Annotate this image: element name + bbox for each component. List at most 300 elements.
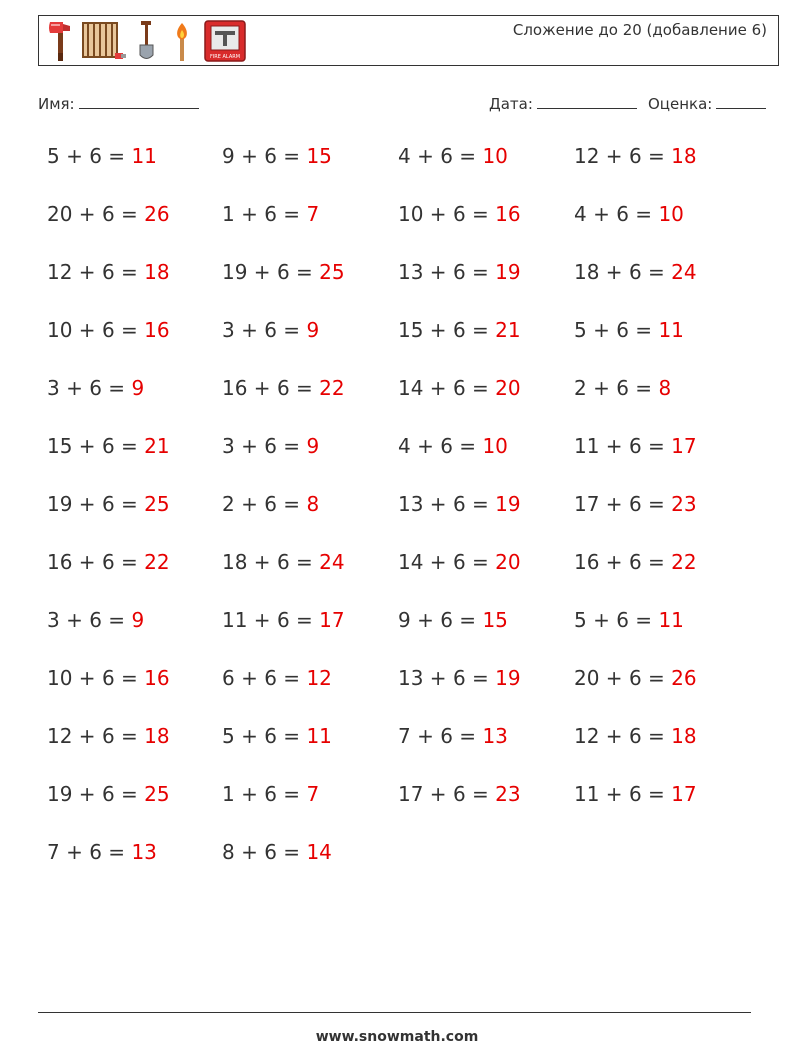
problem-answer: 17	[671, 782, 697, 806]
problem-question: 3	[222, 434, 235, 458]
problem-addend: 6	[89, 840, 102, 864]
problem-addend: 6	[264, 840, 277, 864]
equals-sign: =	[276, 840, 307, 864]
problem-answer: 8	[658, 376, 672, 400]
problem-item	[574, 724, 697, 748]
problem-item	[574, 202, 684, 226]
equals-sign: =	[276, 202, 307, 226]
problem-item	[47, 202, 170, 226]
problem-answer: 23	[495, 782, 521, 806]
equals-sign: =	[114, 434, 145, 458]
problem-addend: 6	[264, 492, 277, 516]
plus-sign: +	[599, 434, 629, 458]
plus-sign: +	[423, 782, 453, 806]
problem-item	[47, 318, 170, 342]
problem-question: 15	[398, 318, 424, 342]
problem-question: 3	[47, 608, 60, 632]
problem-item	[47, 492, 170, 516]
fire-hose-icon	[81, 19, 127, 63]
problem-question: 15	[47, 434, 73, 458]
problem-question: 16	[574, 550, 600, 574]
problem-item	[574, 550, 697, 574]
problem-question: 18	[574, 260, 600, 284]
problem-question: 12	[574, 144, 600, 168]
plus-sign: +	[72, 318, 102, 342]
problem-item	[47, 260, 170, 284]
problem-question: 5	[47, 144, 60, 168]
problem-item	[398, 782, 521, 806]
fire-axe-icon	[47, 19, 73, 63]
problem-addend: 6	[264, 144, 277, 168]
problem-item	[47, 434, 170, 458]
plus-sign: +	[586, 318, 617, 342]
equals-sign: =	[276, 724, 307, 748]
plus-sign: +	[586, 608, 617, 632]
problem-question: 12	[47, 724, 73, 748]
equals-sign: =	[641, 434, 672, 458]
plus-sign: +	[423, 550, 453, 574]
problem-answer: 21	[495, 318, 521, 342]
equals-sign: =	[276, 318, 307, 342]
problem-addend: 6	[101, 202, 115, 226]
problem-addend: 6	[89, 144, 102, 168]
problem-question: 17	[398, 782, 424, 806]
problem-question: 2	[222, 492, 235, 516]
plus-sign: +	[234, 840, 265, 864]
problem-item	[574, 376, 671, 400]
plus-sign: +	[234, 724, 265, 748]
equals-sign: =	[641, 782, 672, 806]
score-label: Оценка:	[648, 95, 713, 113]
problem-addend: 6	[276, 260, 290, 284]
footer-url: www.snowmath.com	[315, 1029, 479, 1045]
problem-answer: 11	[306, 724, 332, 748]
problem-addend: 6	[89, 608, 102, 632]
equals-sign: =	[452, 434, 483, 458]
plus-sign: +	[599, 144, 629, 168]
problem-addend: 6	[440, 608, 453, 632]
equals-sign: =	[114, 202, 145, 226]
match-icon	[169, 19, 195, 63]
problem-item	[222, 260, 345, 284]
problem-addend: 6	[440, 144, 453, 168]
problem-question: 5	[574, 318, 587, 342]
plus-sign: +	[59, 144, 90, 168]
equals-sign: =	[114, 260, 145, 284]
problem-answer: 19	[495, 260, 521, 284]
problem-item	[222, 550, 345, 574]
equals-sign: =	[452, 724, 483, 748]
problem-question: 12	[47, 260, 73, 284]
equals-sign: =	[641, 144, 672, 168]
plus-sign: +	[59, 840, 90, 864]
problem-item	[47, 144, 157, 168]
problem-answer: 11	[658, 608, 684, 632]
problem-question: 7	[47, 840, 60, 864]
problem-answer: 21	[144, 434, 170, 458]
problem-question: 13	[398, 492, 424, 516]
problem-item	[398, 260, 521, 284]
equals-sign: =	[641, 724, 672, 748]
fire-alarm-icon	[203, 19, 247, 63]
problem-addend: 6	[101, 782, 115, 806]
problem-addend: 6	[264, 724, 277, 748]
equals-sign: =	[641, 492, 672, 516]
problem-answer: 25	[319, 260, 345, 284]
plus-sign: +	[423, 376, 453, 400]
equals-sign: =	[452, 144, 483, 168]
problem-item	[47, 840, 157, 864]
plus-sign: +	[423, 666, 453, 690]
problem-answer: 10	[482, 144, 508, 168]
problem-answer: 14	[306, 840, 332, 864]
problem-question: 1	[222, 782, 235, 806]
plus-sign: +	[423, 260, 453, 284]
problem-answer: 26	[144, 202, 170, 226]
equals-sign: =	[641, 666, 672, 690]
plus-sign: +	[599, 724, 629, 748]
problem-question: 17	[574, 492, 600, 516]
problem-answer: 26	[671, 666, 697, 690]
problem-answer: 19	[495, 492, 521, 516]
problem-item	[47, 376, 144, 400]
problem-question: 16	[222, 376, 248, 400]
problem-item	[47, 608, 144, 632]
problem-question: 18	[222, 550, 248, 574]
problem-addend: 6	[628, 260, 642, 284]
plus-sign: +	[234, 492, 265, 516]
plus-sign: +	[72, 724, 102, 748]
problem-question: 20	[47, 202, 73, 226]
problem-answer: 18	[671, 144, 697, 168]
plus-sign: +	[247, 550, 277, 574]
plus-sign: +	[234, 666, 265, 690]
problem-answer: 16	[495, 202, 521, 226]
problem-answer: 10	[482, 434, 508, 458]
problem-addend: 6	[264, 318, 277, 342]
problem-item	[574, 318, 684, 342]
problem-answer: 20	[495, 376, 521, 400]
problem-item	[398, 434, 508, 458]
problem-answer: 8	[306, 492, 320, 516]
problem-question: 10	[398, 202, 424, 226]
name-label: Имя:	[38, 95, 75, 113]
plus-sign: +	[234, 144, 265, 168]
problem-question: 5	[574, 608, 587, 632]
problem-addend: 6	[628, 492, 642, 516]
plus-sign: +	[247, 608, 277, 632]
equals-sign: =	[465, 782, 496, 806]
equals-sign: =	[114, 492, 145, 516]
problem-answer: 15	[306, 144, 332, 168]
plus-sign: +	[72, 492, 102, 516]
equals-sign: =	[276, 144, 307, 168]
problem-question: 5	[222, 724, 235, 748]
score-field	[648, 94, 766, 113]
problem-addend: 6	[616, 608, 629, 632]
problem-item	[574, 434, 697, 458]
page-title: Сложение до 20 (добавление 6)	[512, 21, 767, 39]
problem-addend: 6	[101, 260, 115, 284]
problem-question: 9	[222, 144, 235, 168]
problem-item	[222, 840, 332, 864]
problem-item	[574, 666, 697, 690]
equals-sign: =	[465, 492, 496, 516]
plus-sign: +	[599, 492, 629, 516]
problem-question: 12	[574, 724, 600, 748]
problem-item	[398, 666, 521, 690]
problem-item	[398, 492, 521, 516]
problem-answer: 15	[482, 608, 508, 632]
plus-sign: +	[410, 144, 441, 168]
problem-answer: 17	[319, 608, 345, 632]
equals-sign: =	[276, 782, 307, 806]
footer-divider	[38, 1012, 751, 1013]
problem-addend: 6	[452, 666, 466, 690]
problem-answer: 16	[144, 318, 170, 342]
problem-answer: 24	[671, 260, 697, 284]
problem-addend: 6	[616, 318, 629, 342]
problem-item	[398, 318, 521, 342]
problem-answer: 7	[306, 782, 320, 806]
problem-addend: 6	[616, 376, 629, 400]
plus-sign: +	[423, 492, 453, 516]
problem-item	[222, 376, 345, 400]
problem-item	[574, 492, 697, 516]
problem-answer: 20	[495, 550, 521, 574]
equals-sign: =	[628, 376, 659, 400]
problem-answer: 12	[306, 666, 332, 690]
equals-sign: =	[628, 608, 659, 632]
problem-addend: 6	[264, 666, 277, 690]
problem-answer: 9	[306, 318, 320, 342]
problem-question: 9	[398, 608, 411, 632]
problem-item	[222, 782, 319, 806]
problem-addend: 6	[628, 550, 642, 574]
equals-sign: =	[628, 202, 659, 226]
equals-sign: =	[465, 550, 496, 574]
problem-addend: 6	[628, 144, 642, 168]
problem-addend: 6	[440, 724, 453, 748]
plus-sign: +	[599, 260, 629, 284]
problem-addend: 6	[101, 724, 115, 748]
problem-answer: 23	[671, 492, 697, 516]
problem-addend: 6	[264, 782, 277, 806]
name-blank	[79, 94, 199, 109]
plus-sign: +	[599, 666, 629, 690]
problem-addend: 6	[452, 260, 466, 284]
problem-addend: 6	[452, 782, 466, 806]
problem-addend: 6	[628, 724, 642, 748]
equals-sign: =	[465, 376, 496, 400]
problem-answer: 9	[306, 434, 320, 458]
problem-question: 10	[47, 666, 73, 690]
problem-addend: 6	[264, 202, 277, 226]
problem-answer: 25	[144, 492, 170, 516]
problem-item	[574, 260, 697, 284]
date-field	[489, 94, 637, 113]
shovel-icon	[135, 19, 161, 63]
problem-question: 3	[222, 318, 235, 342]
equals-sign: =	[465, 318, 496, 342]
problem-question: 14	[398, 550, 424, 574]
problem-addend: 6	[101, 318, 115, 342]
problem-question: 4	[398, 434, 411, 458]
problem-question: 4	[574, 202, 587, 226]
problem-item	[398, 608, 508, 632]
problem-answer: 7	[306, 202, 320, 226]
equals-sign: =	[101, 608, 132, 632]
equals-sign: =	[289, 608, 320, 632]
equals-sign: =	[289, 376, 320, 400]
problem-addend: 6	[276, 376, 290, 400]
plus-sign: +	[234, 202, 265, 226]
plus-sign: +	[410, 608, 441, 632]
equals-sign: =	[101, 840, 132, 864]
problem-answer: 25	[144, 782, 170, 806]
equals-sign: =	[114, 724, 145, 748]
equals-sign: =	[276, 434, 307, 458]
plus-sign: +	[59, 608, 90, 632]
problem-answer: 13	[131, 840, 157, 864]
icon-row	[47, 19, 247, 63]
problem-item	[222, 202, 319, 226]
problem-answer: 17	[671, 434, 697, 458]
date-blank	[537, 94, 637, 109]
problem-item	[222, 724, 332, 748]
equals-sign: =	[101, 144, 132, 168]
plus-sign: +	[599, 550, 629, 574]
problem-item	[47, 724, 170, 748]
problem-question: 19	[47, 492, 73, 516]
plus-sign: +	[410, 434, 441, 458]
score-blank	[716, 94, 766, 109]
equals-sign: =	[289, 550, 320, 574]
plus-sign: +	[59, 376, 90, 400]
problem-question: 14	[398, 376, 424, 400]
plus-sign: +	[72, 782, 102, 806]
problem-question: 8	[222, 840, 235, 864]
problem-addend: 6	[101, 550, 115, 574]
equals-sign: =	[289, 260, 320, 284]
plus-sign: +	[423, 318, 453, 342]
problem-question: 16	[47, 550, 73, 574]
problem-addend: 6	[616, 202, 629, 226]
problem-item	[47, 550, 170, 574]
problem-question: 11	[574, 782, 600, 806]
problem-addend: 6	[628, 782, 642, 806]
problem-item	[222, 434, 319, 458]
problem-answer: 18	[671, 724, 697, 748]
plus-sign: +	[410, 724, 441, 748]
problem-question: 6	[222, 666, 235, 690]
plus-sign: +	[72, 666, 102, 690]
problem-question: 1	[222, 202, 235, 226]
problem-item	[47, 666, 170, 690]
problem-item	[222, 492, 319, 516]
problem-addend: 6	[452, 492, 466, 516]
problem-item	[398, 202, 521, 226]
problem-question: 11	[222, 608, 248, 632]
problem-addend: 6	[101, 492, 115, 516]
name-field	[38, 94, 199, 113]
problem-answer: 9	[131, 376, 145, 400]
problem-addend: 6	[101, 666, 115, 690]
problem-answer: 13	[482, 724, 508, 748]
equals-sign: =	[465, 666, 496, 690]
problem-question: 3	[47, 376, 60, 400]
equals-sign: =	[114, 666, 145, 690]
date-label: Дата:	[489, 95, 533, 113]
equals-sign: =	[452, 608, 483, 632]
problem-question: 4	[398, 144, 411, 168]
plus-sign: +	[247, 376, 277, 400]
problem-item	[47, 782, 170, 806]
header-box	[38, 15, 779, 66]
equals-sign: =	[641, 260, 672, 284]
equals-sign: =	[628, 318, 659, 342]
problem-addend: 6	[89, 376, 102, 400]
problem-addend: 6	[452, 318, 466, 342]
problem-item	[398, 724, 508, 748]
problem-item	[222, 666, 332, 690]
problem-answer: 19	[495, 666, 521, 690]
problem-addend: 6	[452, 202, 466, 226]
problem-addend: 6	[628, 666, 642, 690]
problem-addend: 6	[452, 550, 466, 574]
problem-question: 13	[398, 260, 424, 284]
plus-sign: +	[234, 782, 265, 806]
plus-sign: +	[72, 260, 102, 284]
problem-answer: 9	[131, 608, 145, 632]
problem-question: 19	[222, 260, 248, 284]
plus-sign: +	[234, 318, 265, 342]
plus-sign: +	[234, 434, 265, 458]
problem-addend: 6	[628, 434, 642, 458]
problem-question: 19	[47, 782, 73, 806]
problem-addend: 6	[276, 550, 290, 574]
problem-question: 11	[574, 434, 600, 458]
problem-answer: 22	[144, 550, 170, 574]
problem-question: 7	[398, 724, 411, 748]
plus-sign: +	[72, 434, 102, 458]
problem-answer: 10	[658, 202, 684, 226]
equals-sign: =	[641, 550, 672, 574]
problem-item	[574, 782, 697, 806]
plus-sign: +	[72, 202, 102, 226]
problem-answer: 22	[319, 376, 345, 400]
problem-item	[574, 608, 684, 632]
problem-addend: 6	[264, 434, 277, 458]
equals-sign: =	[114, 782, 145, 806]
problem-item	[222, 608, 345, 632]
fire-alarm-label: FIRE ALARM	[209, 54, 241, 60]
problem-answer: 24	[319, 550, 345, 574]
plus-sign: +	[586, 376, 617, 400]
plus-sign: +	[247, 260, 277, 284]
plus-sign: +	[72, 550, 102, 574]
problem-addend: 6	[440, 434, 453, 458]
plus-sign: +	[599, 782, 629, 806]
equals-sign: =	[465, 260, 496, 284]
problem-answer: 18	[144, 260, 170, 284]
problem-item	[222, 318, 319, 342]
problem-question: 10	[47, 318, 73, 342]
equals-sign: =	[114, 550, 145, 574]
problem-answer: 18	[144, 724, 170, 748]
problem-question: 2	[574, 376, 587, 400]
problem-item	[574, 144, 697, 168]
